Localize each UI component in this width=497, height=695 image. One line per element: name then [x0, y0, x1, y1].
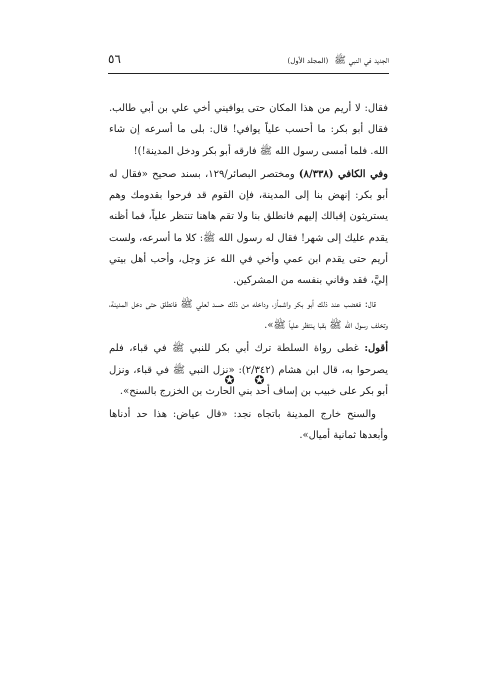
- paragraph-text: قال: فغضب عند ذلك أبو بكر واشمأز، وداخله من ذلك حسد لعلي ﷺ فانطلق حتى دخل المدينة، وتخلف رسول الله ﷺ بقبا ينتظر علياً ﷺ».: [109, 298, 388, 331]
- paragraph-text: ومختصر البصائر/١٢٩، بسند صحيح «فقال له أبو بكر: إنهض بنا إلى المدينة، فإن القوم قد فرحوا بقدومك وهم يستريثون إقبالك إليهم فانطلق بنا ولا تقم هاهنا تنتظر علياً، فما أظنه يقدم عليك إلى شهر! فقال له رسول الله ﷺ: كلا ما أسرعه، ولست أريم حتى يقدم ابن عمي وأخي في الله عز وجل، وأحب أهل بيتي إليَّ، فقد وقاني بنفسه من المشركين.: [109, 168, 388, 287]
- paragraph: [109, 338, 388, 402]
- running-head: [108, 52, 389, 72]
- paragraph: [109, 294, 388, 337]
- paragraph-text: والسنح خارج المدينة باتجاه نجد: «قال عياض: هذا حد أدناها وأبعدها ثمانية أميال».: [109, 409, 388, 442]
- paragraph-lead: وفي الكافي (٨/٣٣٨): [298, 168, 389, 180]
- paragraph: [109, 164, 388, 292]
- body-text: [109, 98, 388, 449]
- section-ornament: ✪ ✪: [224, 373, 273, 387]
- paragraph-lead: أقول:: [364, 343, 388, 355]
- header-divider: [108, 73, 389, 74]
- volume-label: (المجلد الأول): [287, 57, 329, 65]
- page-number: ٥٦: [108, 52, 121, 66]
- paragraph-text: غطى رواة السلطة ترك أبي بكر للنبي ﷺ في قباء، فلم يصرحوا به، قال ابن هشام (٢/٣٤٢): «نزل النبي ﷺ في قباء، ونزل أبو بكر على خبيب بن إساف أحد بني الحارث بن الخزرج بالسنح».: [109, 343, 389, 397]
- running-title: [288, 54, 389, 68]
- book-title: الجديد في النبي ﷺ: [334, 55, 389, 66]
- paragraph: [109, 404, 388, 447]
- paragraph: [109, 98, 388, 162]
- paragraph-text: فقال: لا أريم من هذا المكان حتى يوافيني أخي علي بن أبي طالب. فقال أبو بكر: ما أحسب علياً يوافي! قال: بلى ما أسرعه إن شاء الله. فلما أمسى رسول الله ﷺ فارقه أبو بكر ودخل المدينة!)!: [109, 103, 388, 157]
